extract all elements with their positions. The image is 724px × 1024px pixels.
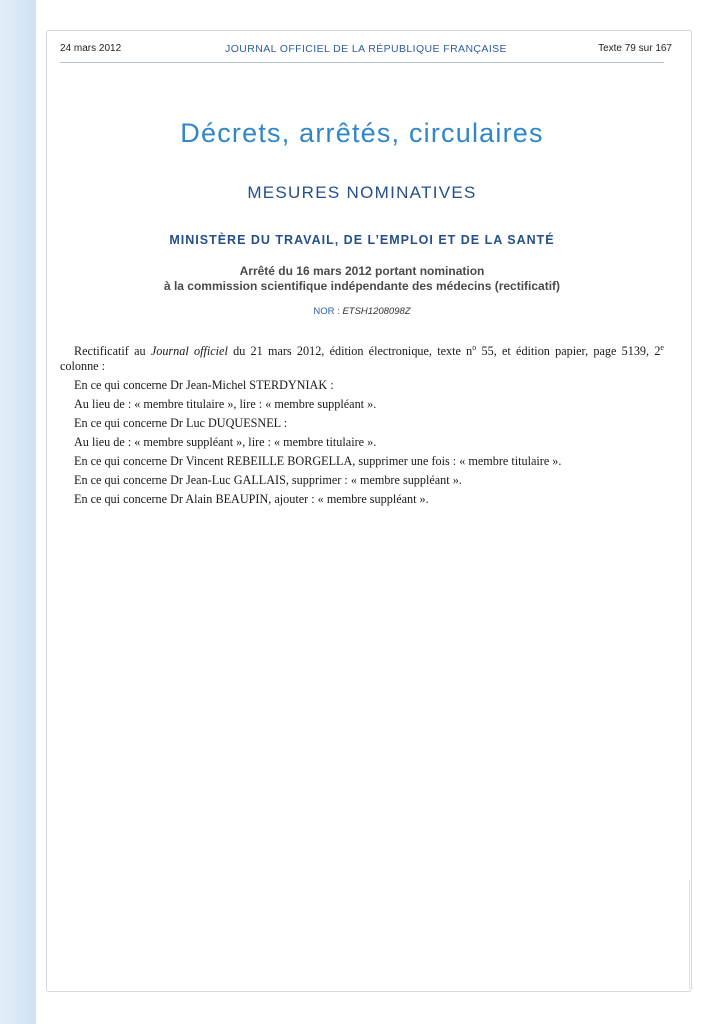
intro-paragraph bbox=[60, 340, 664, 374]
paragraph-6: En ce qui concerne Dr Jean-Luc GALLAIS, supprimer : « membre suppléant ». bbox=[74, 473, 462, 488]
page-header bbox=[60, 43, 672, 59]
header-date: 24 mars 2012 bbox=[60, 43, 122, 54]
intro-sup-2: e bbox=[660, 343, 664, 352]
intro-mid: du 21 mars 2012, édition électronique, texte n bbox=[227, 344, 473, 359]
intro-sup-1: o bbox=[472, 343, 477, 352]
paragraph-2: Au lieu de : « membre titulaire », lire : « membre suppléant ». bbox=[74, 397, 377, 412]
paragraph-4: Au lieu de : « membre suppléant », lire : « membre titulaire ». bbox=[74, 435, 377, 450]
page-sheet bbox=[36, 0, 724, 1024]
intro-post: 55, et édition papier, page 5139, 2 bbox=[476, 344, 661, 359]
ministry-heading: MINISTÈRE DU TRAVAIL, DE L’EMPLOI ET DE LA SANTÉ bbox=[169, 233, 555, 247]
arrete-title-line-1: Arrêté du 16 mars 2012 portant nomination bbox=[239, 264, 485, 278]
right-edge-strip bbox=[689, 880, 696, 990]
intro-end: colonne : bbox=[60, 359, 106, 374]
nor-reference bbox=[0, 306, 724, 317]
nor-code: ETSH1208098Z bbox=[342, 306, 411, 317]
section-subtitle: MESURES NOMINATIVES bbox=[247, 183, 477, 202]
paragraph-5: En ce qui concerne Dr Vincent REBEILLE BORGELLA, supprimer une fois : « membre titulaire ». bbox=[74, 454, 562, 469]
header-journal-title: JOURNAL OFFICIEL DE LA RÉPUBLIQUE FRANÇAISE bbox=[225, 43, 507, 55]
arrete-title bbox=[0, 264, 724, 294]
paragraph-1: En ce qui concerne Dr Jean-Michel STERDYNIAK : bbox=[74, 378, 334, 393]
section-title: Décrets, arrêtés, circulaires bbox=[180, 118, 544, 148]
left-margin-band bbox=[0, 0, 36, 1024]
paragraph-3: En ce qui concerne Dr Luc DUQUESNEL : bbox=[74, 416, 288, 431]
document-body bbox=[60, 340, 664, 507]
arrete-title-line-2: à la commission scientifique indépendante des médecins (rectificatif) bbox=[163, 279, 561, 293]
nor-label: NOR : bbox=[313, 306, 340, 317]
intro-pre: Rectificatif au bbox=[74, 344, 151, 359]
paragraph-7: En ce qui concerne Dr Alain BEAUPIN, ajouter : « membre suppléant ». bbox=[74, 492, 429, 507]
header-text-number: Texte 79 sur 167 bbox=[598, 43, 672, 54]
header-divider bbox=[60, 62, 664, 63]
intro-journal: Journal officiel bbox=[150, 344, 228, 359]
